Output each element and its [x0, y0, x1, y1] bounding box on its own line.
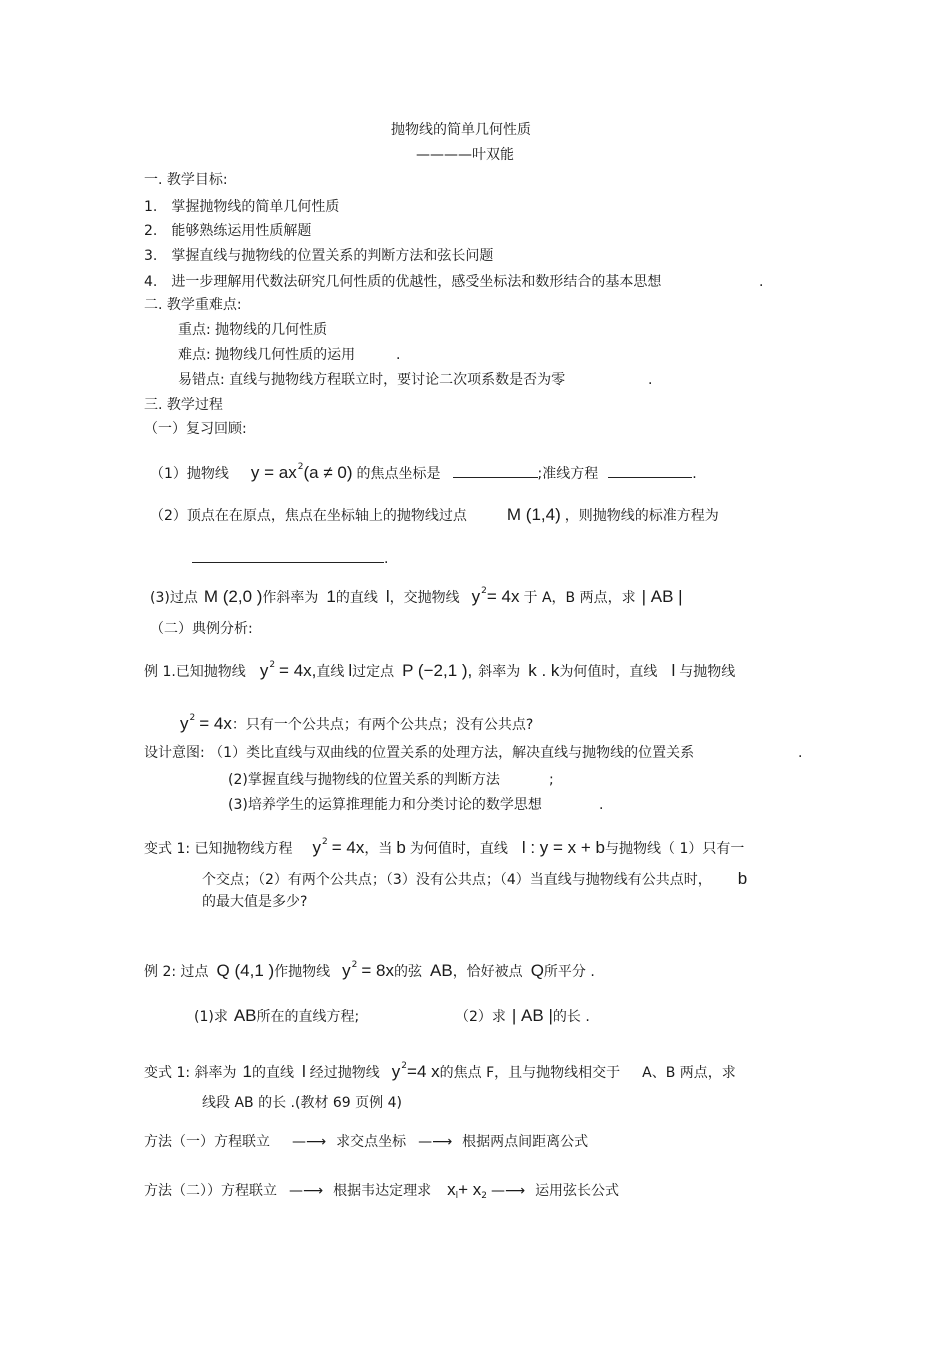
question-text: 为何值时，直线	[559, 664, 658, 680]
semicolon-mark: ;	[549, 772, 554, 788]
design-intent-3: (3)培养学生的运算推理能力和分类讨论的数学思想	[228, 797, 542, 813]
goal-text: 掌握抛物线的简单几何性质	[171, 199, 340, 215]
formula: l	[671, 661, 676, 680]
question-text: 的弦	[394, 964, 422, 980]
question-text: 为何值时，直线	[409, 841, 508, 857]
formula: l	[302, 1062, 306, 1081]
goal-4	[144, 273, 661, 291]
difficult-point: 难点: 抛物线几何性质的运用	[178, 347, 356, 363]
formula: M (2,0 )	[203, 587, 263, 606]
period-mark: .	[798, 745, 803, 761]
example-1	[144, 656, 735, 681]
question-text: (3)过点	[150, 590, 198, 606]
formula: y	[259, 661, 269, 680]
formula: = 4x	[486, 587, 520, 606]
question-text: ，则抛物线的标准方程为	[564, 508, 719, 524]
formula: | AB |	[511, 1006, 553, 1025]
goal-text: 进一步理解用代数法研究几何性质的优越性，感受坐标法和数形结合的基本思想	[171, 274, 662, 290]
question-text: 变式 1: 已知抛物线方程	[144, 841, 293, 857]
formula: y	[342, 961, 351, 980]
method-text: 方法（二））方程联立	[144, 1183, 277, 1199]
question-text: （2）求	[455, 1009, 506, 1025]
period-mark: .	[396, 347, 401, 363]
method-text: 运用弦长公式	[535, 1183, 620, 1199]
formula: k . k	[528, 661, 560, 680]
answer-line	[192, 548, 388, 568]
formula: P (−2,1 ),	[402, 661, 473, 680]
period-mark: .	[599, 797, 604, 813]
formula: x	[447, 1180, 456, 1199]
goal-number: 1.	[144, 199, 158, 215]
goal-2	[144, 222, 311, 240]
question-text: 的直线	[335, 590, 378, 606]
exponent: 2	[481, 586, 487, 596]
formula: M (1,4)	[506, 505, 561, 524]
example-2	[144, 956, 595, 981]
question-text: ，当	[364, 841, 393, 857]
question-text: 斜率为	[478, 664, 521, 680]
method-text: 根据韦达定理求	[333, 1183, 432, 1199]
subscript: l	[455, 1191, 459, 1201]
formula: Q (4,1 )	[216, 961, 275, 980]
author-line: ————叶双能	[416, 147, 514, 163]
method-text: 根据两点间距离公式	[462, 1134, 589, 1150]
question-text: 于 A，B 两点，求	[523, 590, 636, 606]
formula: =4 x	[407, 1062, 440, 1081]
section-3-heading: 三. 教学过程	[144, 397, 223, 413]
formula: = 4x,	[279, 661, 317, 680]
question-text: 变式 1: 斜率为	[144, 1065, 237, 1081]
formula: l	[385, 587, 390, 606]
arrow-icon: —⟶	[292, 1134, 327, 1150]
method-text: 方法（一）方程联立	[144, 1134, 270, 1150]
period-mark: .	[692, 466, 697, 482]
exponent: 2	[269, 660, 276, 670]
variant-1-continued	[202, 870, 747, 889]
goal-text: 掌握直线与抛物线的位置关系的判断方法和弦长问题	[171, 248, 494, 264]
goal-1	[144, 198, 339, 216]
question-text: 经过抛物线	[309, 1065, 380, 1081]
goal-number: 2.	[144, 223, 158, 239]
exponent: 2	[322, 837, 328, 847]
question-text: ，恰好被点	[452, 964, 523, 980]
part-1-heading: （一）复习回顾:	[144, 421, 247, 437]
question-text: 作斜率为	[262, 590, 319, 606]
question-text: （2）顶点在在原点，焦点在坐标轴上的抛物线过点	[150, 508, 467, 524]
formula: | AB |	[641, 587, 683, 606]
formula: 1	[326, 587, 336, 606]
question-text: 所平分 .	[543, 964, 595, 980]
formula: y	[471, 587, 481, 606]
section-2-heading: 二. 教学重难点:	[144, 297, 242, 313]
section-1-heading: 一. 教学目标:	[144, 172, 228, 188]
formula: y	[180, 714, 189, 733]
example-2-subquestion-2	[455, 1007, 590, 1026]
exponent: 2	[351, 960, 358, 970]
variant-2-continued: 线段 AB 的长 .(教材 69 页例 4)	[202, 1095, 402, 1111]
question-text: A、B 两点，求	[642, 1065, 736, 1081]
arrow-icon: —⟶	[418, 1134, 453, 1150]
formula: (a ≠ 0)	[303, 463, 353, 482]
formula: y	[312, 838, 322, 857]
question-text: 例 1.已知抛物线	[144, 664, 246, 680]
question-text: 直线	[316, 664, 345, 680]
formula: Q	[530, 961, 544, 980]
variant-2	[144, 1057, 736, 1082]
question-text: (1)求	[194, 1009, 228, 1025]
arrow-icon: —⟶	[490, 1183, 526, 1199]
formula: = 4x	[199, 714, 232, 733]
design-intent-2: (2)掌握直线与抛物线的位置关系的判断方法	[228, 772, 500, 788]
formula: AB	[233, 1006, 257, 1025]
goal-number: 3.	[144, 248, 158, 264]
subscript: 2	[481, 1191, 487, 1201]
arrow-icon: —⟶	[289, 1183, 324, 1199]
exponent: 2	[297, 462, 304, 472]
question-text: 与抛物线（ 1）只有一	[605, 841, 745, 857]
question-text: 例 2: 过点	[144, 964, 209, 980]
question-text: （1）抛物线	[150, 466, 229, 482]
formula: y = ax	[250, 463, 297, 482]
answer-blank	[192, 548, 384, 563]
exponent: 2	[189, 713, 196, 723]
variant-1	[144, 833, 744, 858]
variant-1-last: 的最大值是多少?	[202, 894, 308, 910]
method-text: 求交点坐标	[336, 1134, 407, 1150]
review-question-1	[150, 458, 697, 483]
question-text: 过定点	[352, 664, 395, 680]
goal-number: 4.	[144, 274, 158, 290]
question-text: 的焦点坐标是	[356, 466, 441, 482]
period-mark: .	[759, 274, 764, 290]
part-2-heading: （二）典例分析:	[150, 621, 253, 637]
exponent: 2	[401, 1061, 408, 1071]
formula: AB	[430, 961, 453, 980]
question-text: 的直线	[252, 1065, 294, 1081]
example-2-subquestion-1	[194, 1007, 359, 1026]
answer-blank	[453, 463, 538, 478]
period-mark: .	[648, 372, 653, 388]
method-1	[144, 1133, 588, 1151]
question-text: 个交点；（2）有两个公共点；（3）没有公共点；（4）当直线与抛物线有公共点时，	[202, 872, 712, 888]
formula: 1	[242, 1062, 252, 1081]
formula: = 4x	[331, 838, 365, 857]
formula: y	[391, 1062, 401, 1081]
example-1-continued	[180, 709, 533, 734]
error-prone-point: 易错点: 直线与抛物线方程联立时，要讨论二次项系数是否为零	[178, 372, 566, 388]
question-text: ;准线方程	[537, 466, 599, 482]
formula: + x	[458, 1180, 482, 1199]
question-text: 与抛物线	[679, 664, 736, 680]
formula: l : y = x + b	[521, 838, 605, 857]
question-text: ，交抛物线	[389, 590, 460, 606]
formula: = 8x	[361, 961, 394, 980]
answer-blank	[608, 463, 692, 478]
page-title: 抛物线的简单几何性质	[391, 122, 531, 138]
method-2	[144, 1181, 619, 1205]
key-point: 重点: 抛物线的几何性质	[178, 322, 328, 338]
period-mark: .	[384, 551, 389, 567]
formula: b	[737, 869, 748, 888]
formula: b	[396, 838, 406, 857]
formula: l	[348, 661, 353, 680]
question-text: ：只有一个公共点；有两个公共点；没有公共点?	[231, 717, 534, 733]
question-text: 所在的直线方程;	[256, 1009, 360, 1025]
goal-text: 能够熟练运用性质解题	[171, 223, 312, 239]
design-intent-1: 设计意图: （1）类比直线与双曲线的位置关系的处理方法，解决直线与抛物线的位置关系	[144, 745, 695, 761]
question-text: 的长 .	[552, 1009, 590, 1025]
review-question-3	[150, 582, 683, 607]
question-text: 的焦点 F，且与抛物线相交于	[439, 1065, 621, 1081]
goal-3	[144, 247, 493, 265]
review-question-2	[150, 506, 719, 525]
question-text: 作抛物线	[274, 964, 331, 980]
